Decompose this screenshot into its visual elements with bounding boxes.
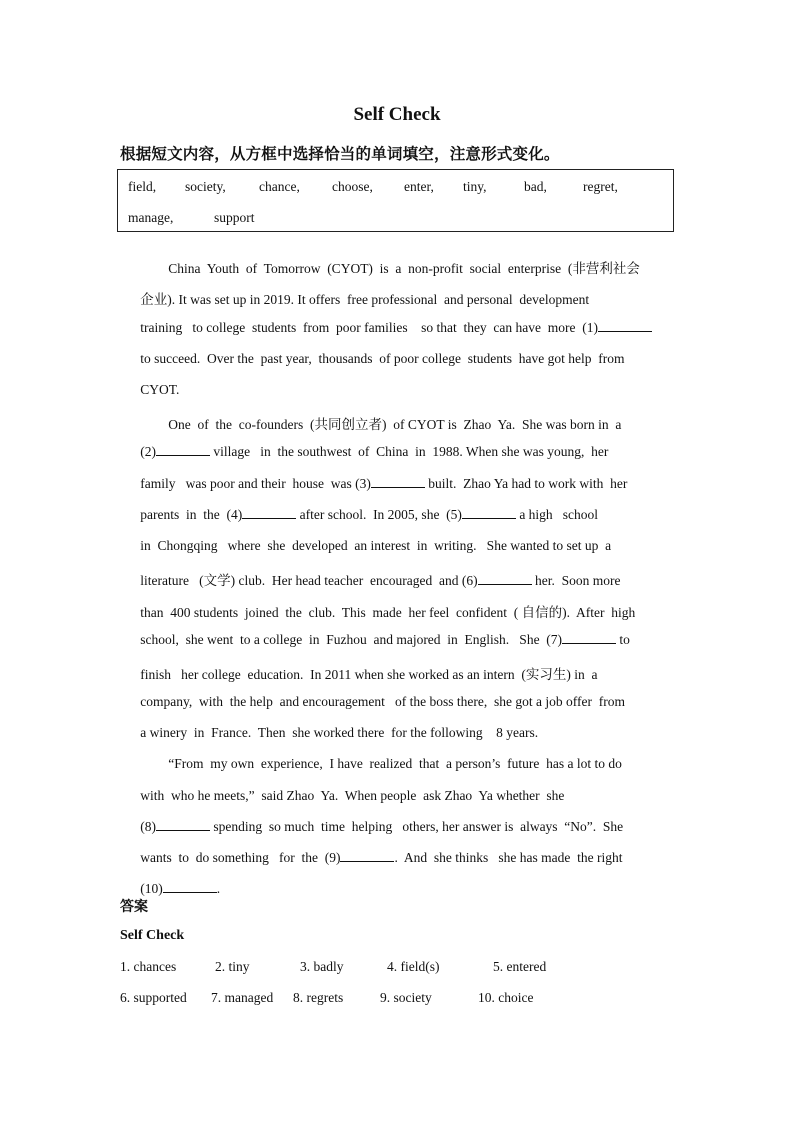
- passage-line: “From my own experience, I have realized that a person’s future has a lot to do: [168, 756, 622, 771]
- passage-line: company, with the help and encouragement of the boss there, she got a job offer from: [140, 694, 625, 709]
- word-box-item: manage,: [128, 210, 174, 225]
- blank-9[interactable]: [340, 850, 394, 862]
- page-title: Self Check: [353, 104, 441, 125]
- answer-item: 6. supported: [120, 990, 187, 1005]
- blank-2[interactable]: [156, 444, 210, 456]
- passage-line: CYOT.: [140, 382, 180, 397]
- word-box-item: field,: [128, 179, 157, 194]
- passage-line: with who he meets,” said Zhao Ya. When people ask Zhao Ya whether she: [140, 788, 565, 803]
- answer-item: 7. managed: [211, 990, 274, 1005]
- answer-item: 1. chances: [120, 959, 177, 974]
- answer-item: 9. society: [380, 990, 432, 1005]
- blank-3[interactable]: [371, 476, 425, 488]
- blank-1[interactable]: [598, 320, 652, 332]
- passage-line: a winery in France. Then she worked there for the following 8 years.: [140, 725, 539, 740]
- passage-line: family was poor and their house was (3) built. Zhao Ya had to work with her: [140, 476, 628, 491]
- passage-line: One of the co-founders (共同创立者) of CYOT is Zhao Ya. She was born in a: [168, 417, 622, 432]
- instruction-text: 根据短文内容，从方框中选择恰当的单词填空，注意形式变化。: [120, 145, 560, 163]
- blank-8[interactable]: [156, 819, 210, 831]
- passage-line: finish her college education. In 2011 when she worked as an intern (实习生) in a: [140, 667, 598, 682]
- passage-line: to succeed. Over the past year, thousands of poor college students have got help from: [140, 351, 625, 366]
- answer-item: 2. tiny: [215, 959, 250, 974]
- passage-line: 企业). It was set up in 2019. It offers free professional and personal development: [140, 292, 590, 307]
- answers-heading: 答案: [120, 899, 148, 915]
- blank-10[interactable]: [163, 881, 217, 893]
- passage-line: (2) village in the southwest of China in 1988. When she was young, her: [140, 444, 609, 459]
- answer-item: 8. regrets: [293, 990, 344, 1005]
- word-box-item: chance,: [259, 179, 300, 194]
- passage-line: than 400 students joined the club. This made her feel confident ( 自信的). After high: [140, 605, 636, 620]
- blank-4[interactable]: [242, 507, 296, 519]
- word-box-item: enter,: [404, 179, 434, 194]
- blank-6[interactable]: [478, 573, 532, 585]
- blank-7[interactable]: [562, 632, 616, 644]
- passage-line: literature (文学) club. Her head teacher encouraged and (6) her. Soon more: [140, 573, 621, 588]
- word-box-item: regret,: [583, 179, 618, 194]
- word-box-item: choose,: [332, 179, 373, 194]
- passage-line: (8) spending so much time helping others, her answer is always “No”. She: [140, 819, 624, 834]
- word-box-item: tiny,: [463, 179, 487, 194]
- word-box: [117, 169, 674, 232]
- answer-item: 3. badly: [300, 959, 344, 974]
- word-box-item: support: [214, 210, 255, 225]
- passage-line: training to college students from poor families so that they can have more (1): [120, 304, 652, 352]
- answer-item: 10. choice: [478, 990, 534, 1005]
- passage-line: parents in the (4) after school. In 2005, she (5) a high school: [140, 507, 599, 522]
- passage-line: school, she went to a college in Fuzhou and majored in English. She (7) to: [140, 632, 630, 647]
- passage-line: in Chongqing where she developed an interest in writing. She wanted to set up a: [140, 538, 612, 553]
- blank-5[interactable]: [462, 507, 516, 519]
- word-box-item: bad,: [524, 179, 547, 194]
- word-box-item: society,: [185, 179, 226, 194]
- passage-line: wants to do something for the (9) . And she thinks she has made the right: [140, 850, 623, 865]
- passage-line: China Youth of Tomorrow (CYOT) is a non-profit social enterprise (非营利社会: [168, 261, 640, 276]
- answer-item: 5. entered: [493, 959, 547, 974]
- passage-line: (10) .: [140, 881, 221, 896]
- answer-item: 4. field(s): [387, 959, 440, 974]
- answers-subheading: Self Check: [120, 928, 185, 943]
